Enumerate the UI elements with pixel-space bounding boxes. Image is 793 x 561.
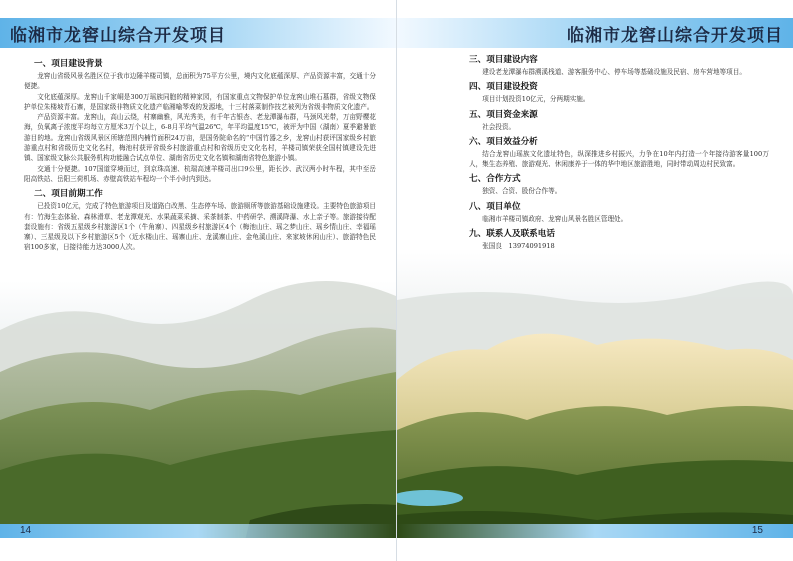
paragraph: 项目计划投资10亿元，分两期实施。 bbox=[482, 95, 590, 104]
right-page bbox=[397, 0, 793, 561]
right-content bbox=[469, 52, 769, 254]
footer-bar bbox=[0, 524, 396, 538]
header-banner bbox=[0, 18, 396, 48]
left-page bbox=[0, 0, 396, 561]
paragraph: 建设老龙潭瀑布群溯溪栈道、游客服务中心、停车场等基础设施及民宿、房车营地等项目。 bbox=[482, 68, 746, 76]
section-heading: 二、项目前期工作 bbox=[34, 189, 103, 200]
section-investment bbox=[469, 80, 769, 104]
section-heading: 四、项目建设投资 bbox=[469, 82, 538, 93]
section-heading: 一、项目建设背景 bbox=[34, 59, 103, 69]
contact-info: 张国良 13974091918 bbox=[482, 242, 555, 251]
paragraph: 交通十分便捷。107国道穿境而过，到京珠高速、杭瑞高速羊楼司出口9公里，距长沙、武汉两小时车程，其中至岳阳高铁站、岳阳三荷机场、赤壁高铁站车程均一个半小时内到达。 bbox=[24, 164, 376, 183]
paragraph: 社会投资。 bbox=[482, 122, 516, 131]
paragraph: 临湘市羊楼司镇政府、龙窖山风景名胜区管理处。 bbox=[482, 214, 628, 223]
section-heading: 五、项目资金来源 bbox=[469, 109, 538, 120]
section-contact bbox=[469, 227, 769, 251]
section-construction-content bbox=[469, 53, 769, 77]
page-number: 15 bbox=[751, 525, 763, 536]
paragraph: 产品资源丰富。龙窖山，高山云绕，村寨幽雅，风光秀美，有千年古银杏、老龙潭瀑布群，马颈风光带，万亩野樱花海，负氧离子浓度平均每立方厘米3万个以上，6-8月平均气温26℃，年平均温度15℃，被评为中国（湖南）夏季避暑旅游目的地。龙窖山省级风景区所辖范围内楠竹面积24万亩，是国务院命名的“中国竹器之乡，龙窖山村获评国家级乡村旅游重点村和省级历史文化名村，梅池村获评省级乡村旅游重点村和省级历史文化名村，羊楼司镇荣获全国村镇建设先进镇、国家级文脉公共服务机构功能融合试点单位、湖南省历史文化名镇和湖南省特色旅游小镇。 bbox=[24, 113, 376, 163]
paragraph: 龙窖山省级风景名胜区位于我市边陲羊楼司镇，总面积为75平方公里，境内文化底蕴深厚、产品资源丰富，交通十分便捷。 bbox=[24, 72, 376, 91]
left-content bbox=[24, 56, 376, 256]
header-banner bbox=[397, 18, 793, 48]
page-title: 临湘市龙窖山综合开发项目 bbox=[567, 26, 783, 46]
footer-bar bbox=[397, 524, 793, 538]
paragraph: 独资、合资、股份合作等。 bbox=[482, 187, 562, 196]
section-cooperation bbox=[469, 172, 769, 196]
section-heading: 八、项目单位 bbox=[469, 201, 521, 212]
section-fund-source bbox=[469, 108, 769, 132]
bottom-margin bbox=[397, 538, 793, 561]
section-heading: 三、项目建设内容 bbox=[469, 55, 538, 65]
page-title: 临湘市龙窖山综合开发项目 bbox=[10, 26, 226, 46]
section-project-unit bbox=[469, 200, 769, 224]
page-number: 14 bbox=[20, 525, 32, 536]
section-heading: 六、项目效益分析 bbox=[469, 136, 538, 147]
bottom-margin bbox=[0, 538, 396, 561]
paragraph: 结合龙窖山瑶族文化遗址特色，纵深推进乡村振兴，力争在10年内打造一个年接待游客量100万人，集生态养殖、旅游观光、休闲康养于一体的华中地区旅游胜地，同时带动周边村民致富。 bbox=[469, 149, 769, 169]
section-preliminary-work bbox=[24, 187, 376, 252]
paragraph: 已投资10亿元，完成了特色旅游项目及道路白改黑、生态停车场、旅游厕所等旅游基础设施建设。主要特色旅游项目有：竹海生态体验、森林滑草、老龙潭观光、水果蔬菜采摘、采茶制茶、中药研学、溯溪降瀑、水上亲子等。旅游接待配套设施有：省级五星级乡村旅游区1个（牛角寨）、四星级乡村旅游区4个（梅池山庄、瑶之梦山庄、瑶乡情山庄、幸福瑶寨）、三星级及以下乡村旅游区5个（近水楼山庄、瑶寨山庄、龙溪寨山庄、金龟溪山庄、来家坡休闲山庄）、旅游特色民宿100多家，日接待能力达3000人次。 bbox=[24, 202, 376, 252]
section-heading: 九、联系人及联系电话 bbox=[469, 229, 555, 240]
section-heading: 七、合作方式 bbox=[469, 174, 521, 185]
section-background bbox=[24, 57, 376, 184]
section-benefit-analysis bbox=[469, 135, 769, 170]
paragraph: 文化底蕴深厚。龙窖山千家峒是300万瑶族同胞的精神家园，有国家重点文物保护单位龙窖山堆石墓群，省级文物保护单位朱楼坡青石寨，是国家级非物质文化遗产临湘喻琴戏的发源地，十三村落菜制作技艺被列为省级非物质文化遗产。 bbox=[24, 92, 376, 111]
